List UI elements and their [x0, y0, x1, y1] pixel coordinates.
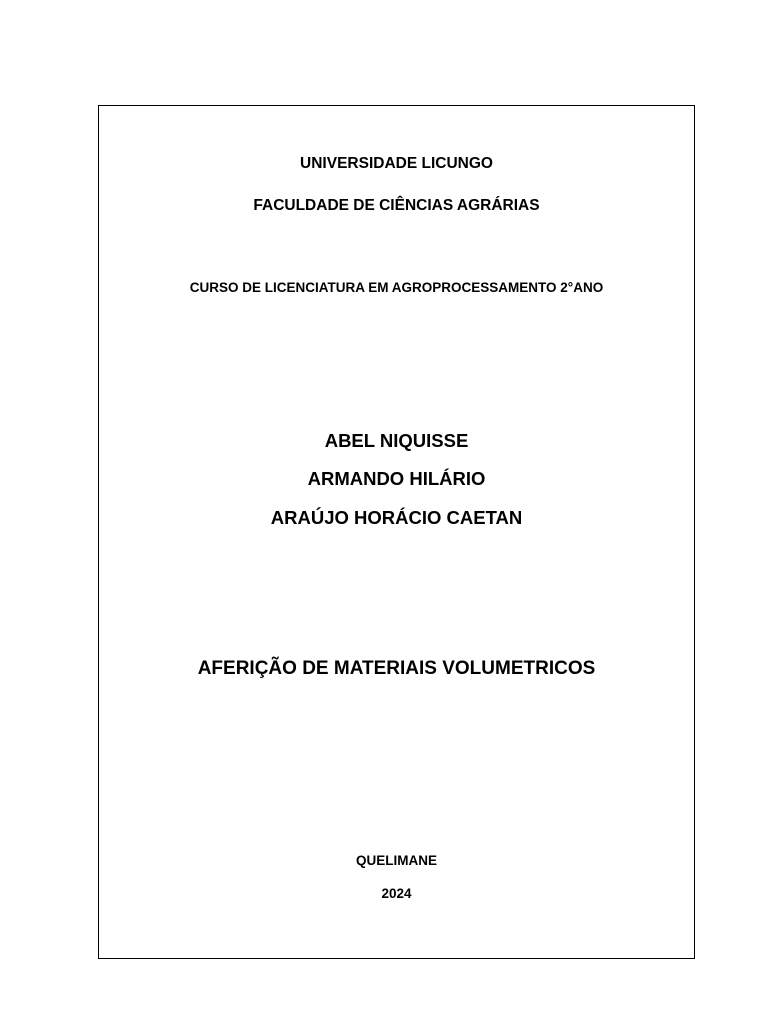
city: QUELIMANE	[356, 853, 437, 868]
author-name: ARAÚJO HORÁCIO CAETAN	[270, 507, 523, 528]
author-name: ABEL NIQUISSE	[324, 430, 469, 451]
cover-page-frame	[98, 105, 695, 959]
document-title: AFERIÇÃO DE MATERIAIS VOLUMETRICOS	[197, 658, 596, 679]
author-name: ARMANDO HILÁRIO	[307, 468, 486, 489]
faculty-name: FACULDADE DE CIÊNCIAS AGRÁRIAS	[253, 197, 540, 214]
year: 2024	[381, 886, 412, 901]
course-name: CURSO DE LICENCIATURA EM AGROPROCESSAMENTO 2°ANO	[189, 280, 604, 295]
university-name: UNIVERSIDADE LICUNGO	[300, 155, 493, 172]
